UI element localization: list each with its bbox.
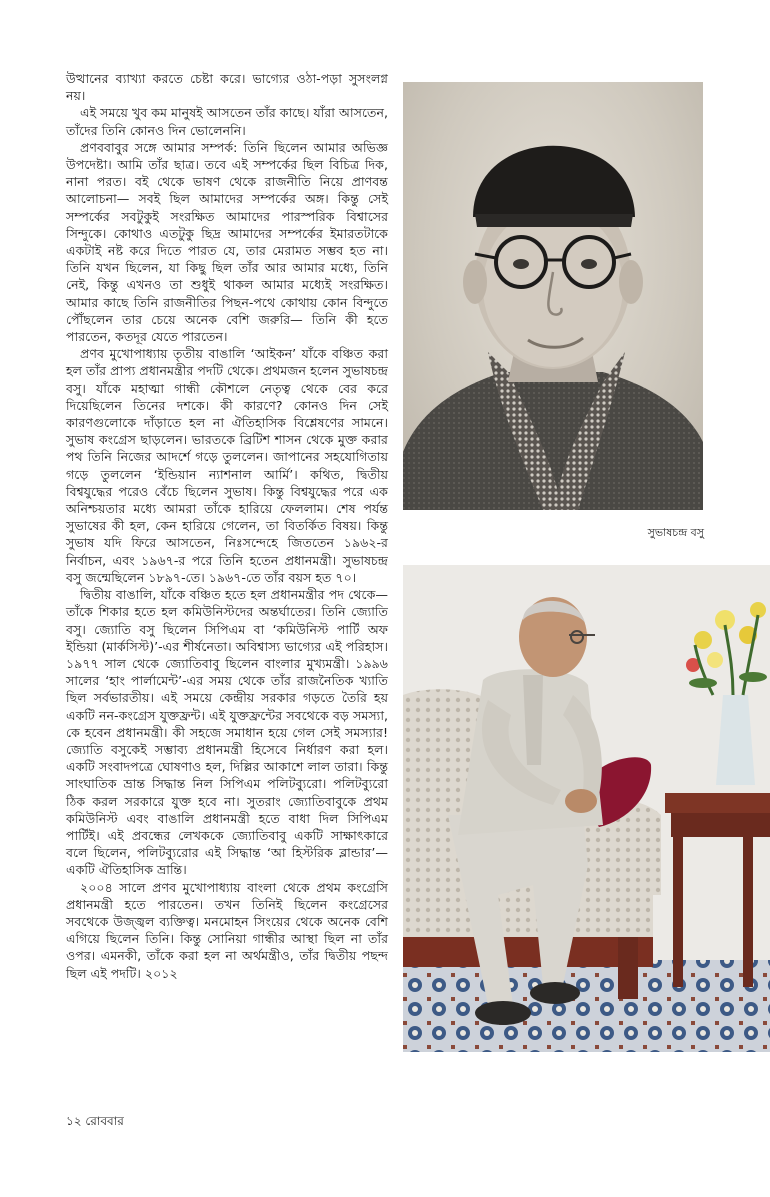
article-paragraph: দ্বিতীয় বাঙালি, যাঁকে বঞ্চিত হতে হল প্রধানমন্ত্রীর পদ থেকে— তাঁকে শিকার হতে হল কমিউনিস্টদের অন্তর্ঘাতের। তিনি জ্যোতি বসু। জ্যোতি বসু ছিলেন সিপিএম বা ‘কমিউনিস্ট পার্টি অফ ইন্ডিয়া (মার্কসিস্ট)’-এর শীর্ষনেতা। অবিশ্বাস্য ভাগ্যের এই পরিহাস। ১৯৭৭ সাল থেকে জ্যোতিবাবু ছিলেন বাংলার মুখ্যমন্ত্রী। ১৯৯৬ সালের ‘হাং পার্লামেন্ট’-এর সময় থেকে তাঁর রাজনৈতিক খ্যাতি ছিল সর্বভারতীয়। এই সময়ে কেন্দ্রীয় সরকার গড়তে তৈরি হয় একটি নন-কংগ্রেস যুক্তফ্রন্ট। এই যুক্তফ্রন্টের সবথেকে বড় সমস্যা, কে হবেন প্রধানমন্ত্রী। কী সহজে সমাধান হয়ে গেল সেই সমস্যার! জ্যোতি বসুকেই সম্ভাব্য প্রধানমন্ত্রী হিসেবে নির্ধারণ করা হল। একটি সংবাদপত্রে ঘোষণাও হল, দিল্লির আকাশে লাল তারা। কিন্তু সাংঘাতিক ভ্রান্ত সিদ্ধান্ত নিল সিপিএম পলিটব্যুরো। পলিটব্যুরো ঠিক করল সরকারে যুক্ত হবে না। সুতরাং জ্যোতিবাবুকে প্রথম কমিউনিস্ট এবং বাঙালি প্রধানমন্ত্রী হতে বাধা দিল সিপিএম পার্টিই। এই প্রবন্ধের লেখককে জ্যোতিবাবু একটি সাক্ষাৎকারে বলে ছিলেন, পলিটব্যুরোর এই সিদ্ধান্ত ‘আ হিস্টরিক ব্লান্ডার’— একটি ঐতিহাসিক ভ্রান্তি।: [66, 587, 388, 878]
photo-caption: সুভাষচন্দ্র বসু: [647, 526, 704, 539]
portrait-photo: [403, 82, 703, 510]
article-paragraph: প্রণব মুখোপাধ্যায় তৃতীয় বাঙালি ‘আইকন’ যাঁকে বঞ্চিত করা হল তাঁর প্রাপ্য প্রধানমন্ত্রীর পদটি থেকে। প্রথমজন হলেন সুভাষচন্দ্র বসু। যাঁকে মহাত্মা গান্ধী কৌশলে নেতৃত্ব থেকে বের করে দিয়েছিলেন তিনের দশকে। কী কারণে? কোনও দিন সেই কারণগুলোকে দাঁড়াতে হল না ঐতিহাসিক বিশ্লেষণের সামনে। সুভাষ কংগ্রেস ছাড়লেন। ভারতকে ব্রিটিশ শাসন থেকে মুক্ত করার পথ তিনি নিজের আদর্শে গড়ে তুললেন। জাপানের সহযোগিতায় গড়ে তুললেন ‘ইন্ডিয়ান ন্যাশনাল আর্মি’। কথিত, দ্বিতীয় বিশ্বযুদ্ধের পরেও বেঁচে ছিলেন সুভাষ। কিন্তু বিশ্বযুদ্ধের পরে এক অনিশ্চয়তার মধ্যে আমরা তাঁকে হারিয়ে ফেললাম। শেষ পর্যন্ত সুভাষের কী হল, কেন হারিয়ে গেলেন, তা বিতর্কিত বিষয়। কিন্তু সুভাষ যদি ফিরে আসতেন, নিঃসন্দেহে জিততেন ১৯৬২-র নির্বাচন, এবং ১৯৬৭-র পরে তিনি হতেন প্রধানমন্ত্রী। সুভাষচন্দ্র বসু জন্মেছিলেন ১৮৯৭-তে। ১৯৬৭-তে তাঁর বয়স হত ৭০।: [66, 346, 388, 585]
article-paragraph: উত্থানের ব্যাখ্যা করতে চেষ্টা করে। ভাগ্যের ওঠা-পড়া সুসংলগ্ন নয়।: [66, 71, 388, 104]
page-folio: ১২ রোববার: [66, 1114, 124, 1128]
seated-figure-illustration: [403, 565, 770, 1052]
article-paragraph: ২০০৪ সালে প্রণব মুখোপাধ্যায় বাংলা থেকে প্রথম কংগ্রেসি প্রধানমন্ত্রী হতে পারতেন। তখন তিনিই ছিলেন কংগ্রেসের সবথেকে উজ্জ্বল ব্যক্তিত্ব। মনমোহন সিংয়ের থেকে অনেক বেশি এগিয়ে ছিলেন তিনি। কিন্তু সোনিয়া গান্ধীর আস্থা ছিল না তাঁর ওপর। এমনকী, তাঁকে করা হল না অর্থমন্ত্রীও, তাঁর দ্বিতীয় পছন্দ ছিল এই পদটি। ২০১২: [66, 879, 388, 981]
portrait-illustration: [403, 82, 703, 510]
article-paragraph: প্রণববাবুর সঙ্গে আমার সম্পর্ক: তিনি ছিলেন আমার অভিজ্ঞ উপদেষ্টা। আমি তাঁর ছাত্র। তবে এই সম্পর্কের ছিল বিচিত্র দিক, নানা পরত। বই থেকে ভাষণ থেকে রাজনীতি নিয়ে প্রাণবন্ত আলোচনা— সবই ছিল আমাদের সম্পর্কের অঙ্গ। কিন্তু সেই সম্পর্কের সবটুকুই সংরক্ষিত আমাদের পারস্পরিক বিশ্বাসের সিন্দুকে। কোথাও এতটুকু ছিদ্র আমাদের সম্পর্কের ইমারতটাকে একটাই নষ্ট করে দিতে পারত যে, তার মেরামত সম্ভব হত না। তিনি যখন ছিলেন, যা কিছু ছিল তাঁর আর আমার মধ্যে, তিনি নেই, কিন্তু এখনও তা শুধুই থাকল আমার মধ্যেই সংরক্ষিত। আমার কাছে তিনি রাজনীতির পিছন-পথে কোথায় কোন বিন্দুতে পৌঁছলেন তার চেয়ে অনেক বেশি জরুরি— তিনি কী হতে পারতেন, কতদূর যেতে পারতেন।: [66, 139, 388, 345]
article-text-column: [66, 70, 388, 982]
seated-figure-photo: [403, 565, 770, 1052]
article-paragraph: এই সময়ে খুব কম মানুষই আসতেন তাঁর কাছে। যাঁরা আসতেন, তাঁদের তিনি কোনও দিন ভোলেননি।: [66, 105, 388, 138]
